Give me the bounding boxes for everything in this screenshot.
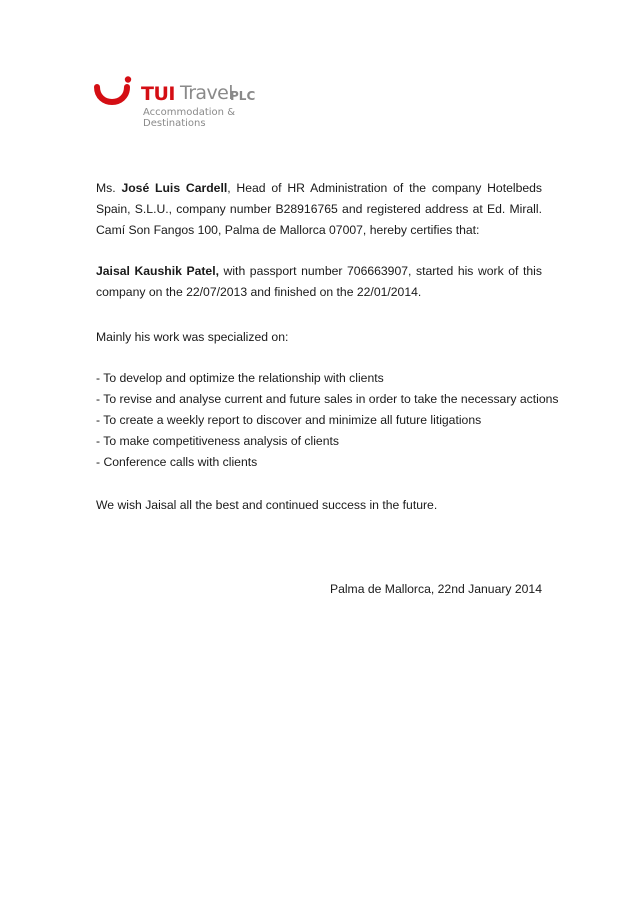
duty-item: - To make competitiveness analysis of clients xyxy=(96,434,339,448)
place-date: Palma de Mallorca, 22nd January 2014 xyxy=(329,582,542,596)
logo-suffix: PLC xyxy=(230,89,256,103)
p1-rest: , Head of HR Administration of the company Hotelbeds Spain, S.L.U., company number B28916765 and registered address at Ed. Mirall. Camí Son Fangos 100, Palma de Mallorca 07007, hereby certifies that: xyxy=(96,181,542,237)
company-logo xyxy=(94,74,274,134)
logo-brand: TUI xyxy=(141,83,175,105)
logo-division-line1: Accommodation & xyxy=(143,107,235,118)
p1-prefix: Ms. xyxy=(96,181,122,195)
duties-intro: Mainly his work was specialized on: xyxy=(96,330,289,344)
closing-wishes: We wish Jaisal all the best and continued success in the future. xyxy=(96,498,438,512)
duties-list xyxy=(96,368,559,473)
duty-item: - Conference calls with clients xyxy=(96,455,258,469)
duty-item: - To revise and analyse current and future sales in order to take the necessary actions xyxy=(96,392,559,406)
employee-name: Jaisal Kaushik Patel, xyxy=(96,264,219,278)
duty-item: - To develop and optimize the relationship with clients xyxy=(96,371,384,385)
logo-division xyxy=(143,107,235,129)
p2-rest: with passport number 706663907, started his work of this company on the 22/07/2013 and finished on the 22/01/2014. xyxy=(96,264,542,299)
certification-paragraph xyxy=(96,178,542,241)
tui-smile-logo-icon xyxy=(94,76,134,112)
duty-item: - To create a weekly report to discover and minimize all future litigations xyxy=(96,413,482,427)
employee-paragraph xyxy=(96,261,542,303)
logo-division-line2: Destinations xyxy=(143,118,206,129)
logo-name: Travel xyxy=(180,82,233,104)
signatory-name: José Luis Cardell xyxy=(121,181,228,195)
